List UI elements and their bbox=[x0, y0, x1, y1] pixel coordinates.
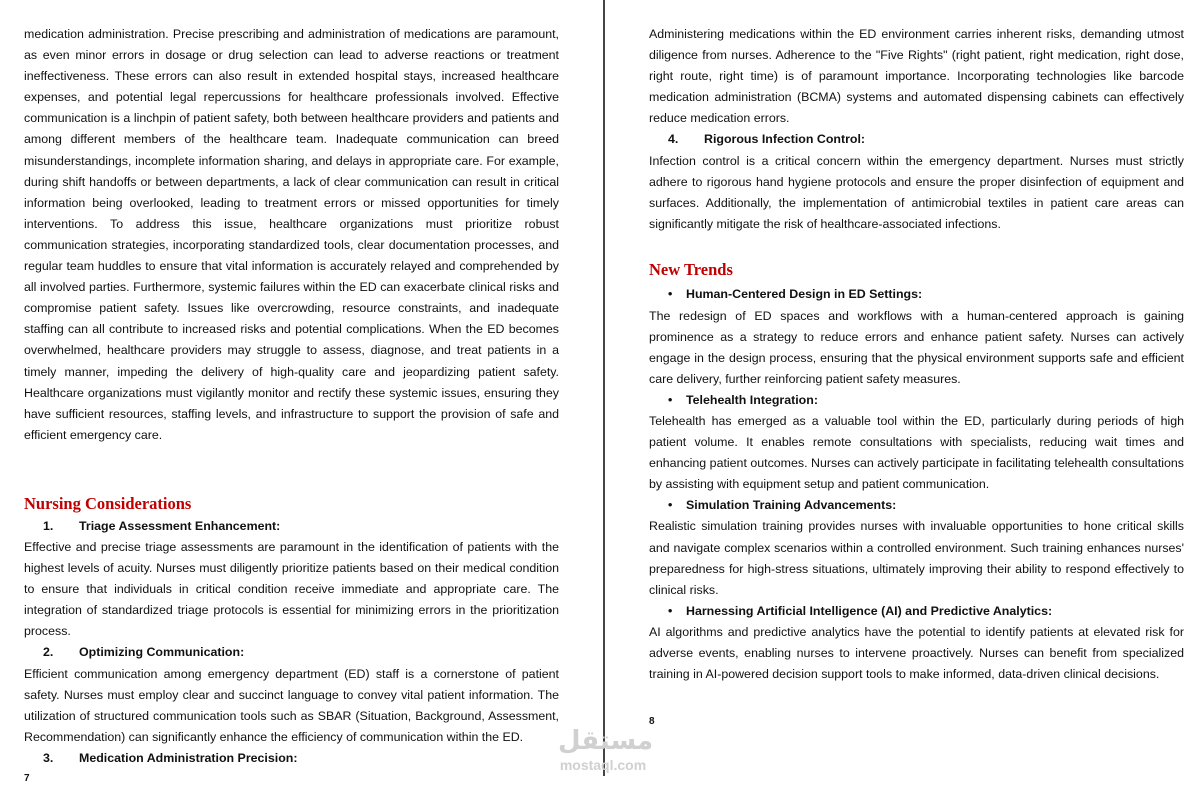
page-number: 8 bbox=[649, 716, 655, 727]
bullet-icon: • bbox=[668, 603, 673, 618]
watermark-arabic: مستقل bbox=[558, 726, 654, 756]
item-paragraph: Realistic simulation training provides nurses with invaluable opportunities to hone critical skills and navigate complex scenarios within a controlled environment. Such training enhances nurses' preparedness for high-stress situations, ultimately improving their ability to respond effectively to clinical risks. bbox=[649, 519, 1184, 597]
bullet-item-heading bbox=[649, 495, 1184, 516]
item-title: Harnessing Artificial Intelligence (AI) and Predictive Analytics: bbox=[686, 603, 1053, 618]
item-paragraph: Infection control is a critical concern within the emergency department. Nurses must strictly adhere to rigorous hand hygiene protocols and ensure the proper disinfection of equipment and surfaces. Additionally, the implementation of antimicrobial textiles in patient care areas can significantly mitigate the risk of healthcare-associated infections. bbox=[649, 153, 1184, 231]
item-number: 3. bbox=[43, 750, 54, 765]
intro-paragraph: Administering medications within the ED environment carries inherent risks, demanding utmost diligence from nurses. Adherence to the "Five Rights" (right patient, right medication, right dose, right route, right time) is of paramount importance. Incorporating technologies like barcode medication administration (BCMA) systems and automated dispensing cabinets can effectively reduce medication errors. bbox=[649, 27, 1184, 126]
page-divider bbox=[603, 0, 605, 776]
item-title: Telehealth Integration: bbox=[686, 392, 818, 407]
watermark-latin: mostaql.com bbox=[559, 757, 647, 773]
numbered-item-heading bbox=[649, 129, 1184, 150]
item-paragraph: AI algorithms and predictive analytics have the potential to identify patients at elevated risk for adverse events, enabling nurses to intervene proactively. Nurses can benefit from specialized training in AI-powered decision support tools to make informed, data-driven clinical decisions. bbox=[649, 624, 1184, 682]
bullet-icon: • bbox=[668, 392, 673, 407]
bullet-icon: • bbox=[668, 287, 673, 302]
item-title: Optimizing Communication: bbox=[79, 645, 245, 660]
right-page bbox=[649, 24, 1184, 729]
item-paragraph: The redesign of ED spaces and workflows with a human-centered approach is gaining prominence as a strategy to reduce errors and enhance patient safety. Nurses can actively engage in the design process, ensuring that the physical environment supports safe and efficient care delivery, further reinforcing patient safety measures. bbox=[649, 308, 1184, 386]
numbered-item-heading bbox=[24, 642, 559, 663]
numbered-item-heading bbox=[24, 516, 559, 537]
left-page bbox=[24, 24, 559, 786]
mostaql-watermark bbox=[558, 726, 654, 774]
item-paragraph: Efficient communication among emergency department (ED) staff is a cornerstone of patient safety. Nurses must employ clear and succinct language to convey vital patient information. The utilization of structured communication tools such as SBAR (Situation, Background, Assessment, Recommendation) can significantly enhance the efficiency of communication within the ED. bbox=[24, 666, 559, 744]
section-heading-new-trends: New Trends bbox=[649, 259, 733, 279]
item-number: 1. bbox=[43, 518, 54, 533]
bullet-item-heading bbox=[649, 284, 1184, 305]
item-title: Human-Centered Design in ED Settings: bbox=[686, 287, 923, 302]
item-title: Triage Assessment Enhancement: bbox=[79, 518, 281, 533]
page-number: 7 bbox=[24, 773, 30, 784]
bullet-item-heading bbox=[649, 601, 1184, 622]
numbered-item-heading bbox=[24, 748, 559, 769]
item-title: Medication Administration Precision: bbox=[79, 750, 298, 765]
item-number: 2. bbox=[43, 645, 54, 660]
item-paragraph: Effective and precise triage assessments are paramount in the identification of patients with the highest levels of acuity. Nurses must diligently prioritize patients based on their medical condition to ensure that individuals in critical condition receive immediate and appropriate care. The integration of standardized triage protocols is essential for minimizing errors in the prioritization process. bbox=[24, 539, 559, 639]
item-title: Rigorous Infection Control: bbox=[704, 132, 866, 147]
item-paragraph: Telehealth has emerged as a valuable tool within the ED, particularly during periods of high patient volume. It enables remote consultations with specialists, reducing wait times and enhancing patient outcomes. Nurses can actively participate in facilitating telehealth consultations by assisting with equipment setup and patient communication. bbox=[649, 414, 1184, 492]
bullet-icon: • bbox=[668, 498, 673, 513]
intro-paragraph: medication administration. Precise prescribing and administration of medications are paramount, as even minor errors in dosage or drug selection can lead to adverse reactions or treatment ineffectiveness. These errors can also result in extended hospital stays, increased healthcare expenses, and potential legal repercussions for healthcare professionals involved. Effective communication is a linchpin of patient safety, both between healthcare providers and patients and among different members of the healthcare team. Inadequate communication can breed misunderstandings, incomplete information sharing, and delays in appropriate care. For example, during shift handoffs or between departments, a lack of clear communication can result in critical information being overlooked, leading to treatment errors or missed opportunities for timely interventions. To address this issue, healthcare organizations must prioritize robust communication strategies, incorporating standardized tools, clear documentation processes, and regular team huddles to ensure that vital information is accurately relayed and comprehended by all involved parties. Furthermore, systemic failures within the ED can exacerbate clinical risks and compromise patient safety. Issues like overcrowding, resource constraints, and inadequate staffing can all contribute to increased risks and potential complications. When the ED becomes overwhelmed, healthcare providers may struggle to assess, diagnose, and treat patients in a timely manner, impeding the delivery of high-quality care and jeopardizing patient safety. Healthcare organizations must vigilantly monitor and rectify these systemic issues, ensuring they have sufficient resources, staffing levels, and infrastructure to support the provision of safe and efficient emergency care. bbox=[24, 27, 559, 442]
item-number: 4. bbox=[668, 132, 679, 147]
bullet-item-heading bbox=[649, 390, 1184, 411]
item-title: Simulation Training Advancements: bbox=[686, 498, 897, 513]
section-heading-nursing-considerations: Nursing Considerations bbox=[24, 493, 192, 513]
